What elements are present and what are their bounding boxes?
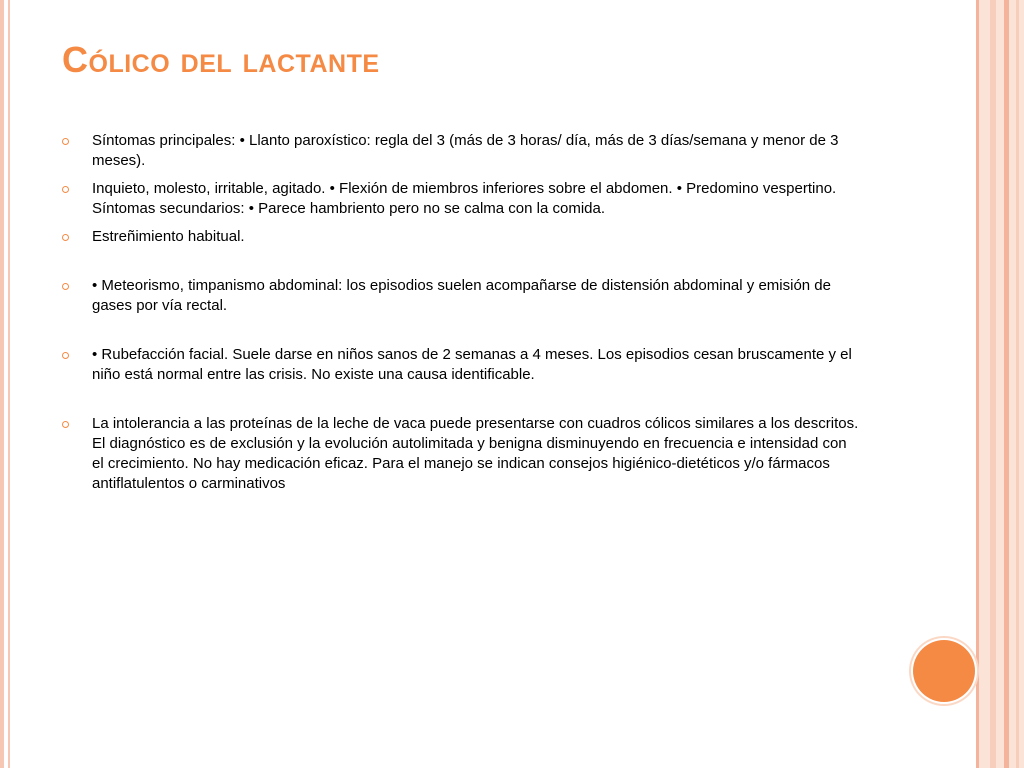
right-decorative-line — [990, 0, 996, 768]
bullet-circle-icon — [62, 234, 69, 241]
bullet-circle-icon — [62, 186, 69, 193]
bullet-text: • Meteorismo, timpanismo abdominal: los episodios suelen acompañarse de distensión abdominal y emisión de gases por vía rectal. — [92, 277, 831, 314]
bullet-item — [62, 276, 862, 316]
left-border-line — [8, 0, 10, 768]
bullet-circle-icon — [62, 138, 69, 145]
slide-title: Cólico del lactante — [62, 39, 380, 80]
right-decorative-line — [1004, 0, 1009, 768]
bullet-item — [62, 131, 862, 171]
right-decorative-line — [976, 0, 979, 768]
bullet-item — [62, 414, 862, 494]
bullet-circle-icon — [62, 352, 69, 359]
left-border-stripe — [0, 0, 4, 768]
bullet-circle-icon — [62, 283, 69, 290]
bullet-circle-icon — [62, 421, 69, 428]
bullet-item — [62, 179, 862, 219]
bullet-list — [62, 131, 862, 494]
right-decorative-line — [1016, 0, 1019, 768]
bullet-text: • Rubefacción facial. Suele darse en niños sanos de 2 semanas a 4 meses. Los episodios cesan bruscamente y el niño está normal entre las crisis. No existe una causa identificable. — [92, 346, 852, 383]
decorative-circle-icon — [913, 640, 975, 702]
bullet-text: Inquieto, molesto, irritable, agitado. • Flexión de miembros inferiores sobre el abdomen. • Predomino vespertino. Síntomas secundarios: • Parece hambriento pero no se calma con la comida. — [92, 180, 837, 217]
bullet-item — [62, 227, 862, 247]
bullet-item — [62, 345, 862, 385]
bullet-text: Estreñimiento habitual. — [92, 228, 245, 245]
bullet-text: Síntomas principales: • Llanto paroxístico: regla del 3 (más de 3 horas/ día, más de 3 días/semana y menor de 3 meses). — [92, 132, 839, 169]
bullet-text: La intolerancia a las proteínas de la leche de vaca puede presentarse con cuadros cólicos similares a los descritos. El diagnóstico es de exclusión y la evolución autolimitada y benigna disminuyendo en frecuencia e intensidad con el crecimiento. No hay medicación eficaz. Para el manejo se indican consejos higiénico-dietéticos y/o fármacos antiflatulentos o carminativos — [92, 415, 859, 492]
